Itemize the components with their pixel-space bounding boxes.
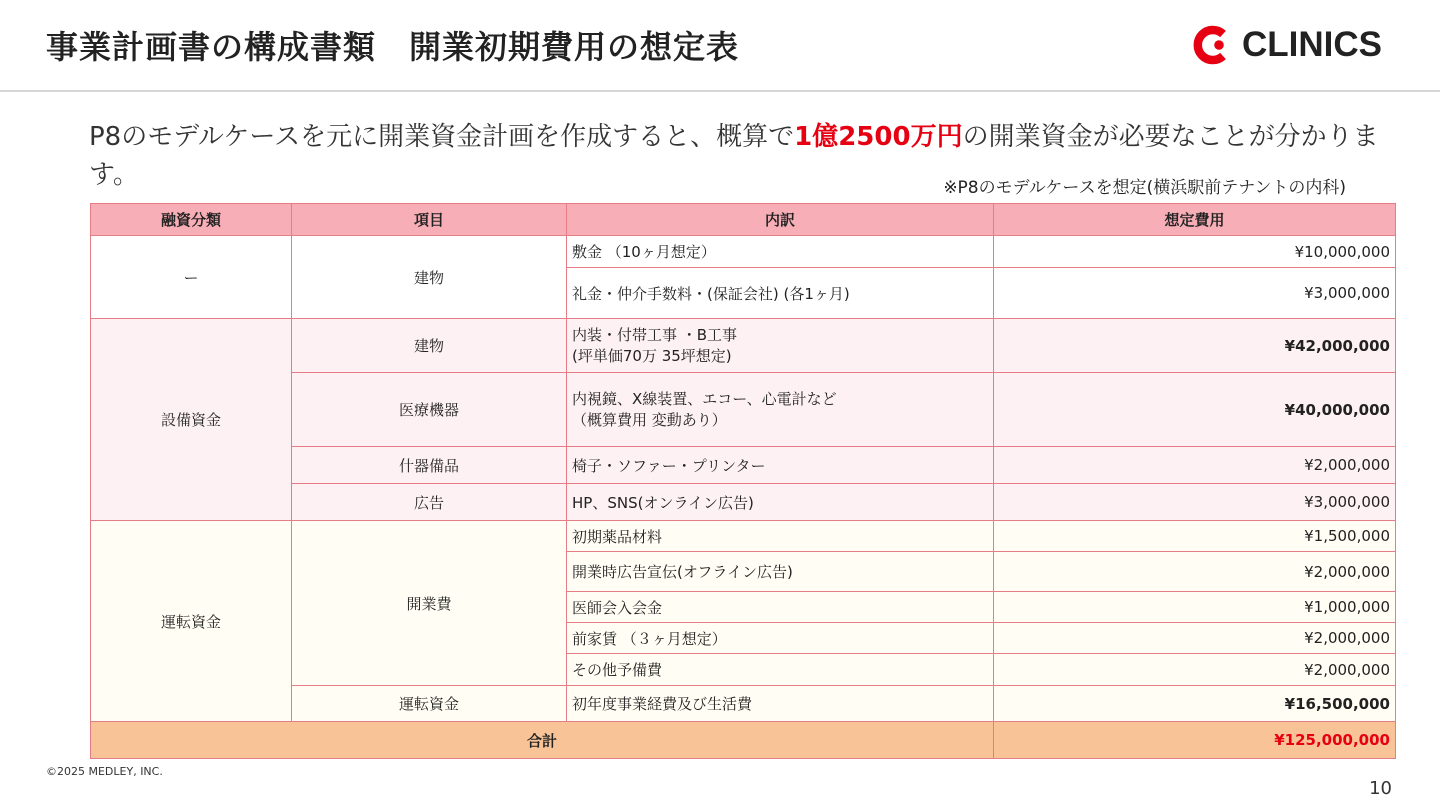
item-cell: 医療機器	[292, 373, 567, 447]
item-cell: 開業費	[292, 521, 567, 686]
item-cell: 建物	[292, 236, 567, 319]
detail-cell: 敷金 （10ヶ月想定）	[567, 236, 994, 268]
total-cost: ¥125,000,000	[994, 722, 1396, 759]
copyright: ©2025 MEDLEY, INC.	[46, 765, 163, 778]
item-cell: 運転資金	[292, 686, 567, 722]
category-cell: 運転資金	[91, 521, 292, 722]
cost-cell: ¥1,000,000	[994, 592, 1396, 623]
page-number: 10	[1369, 778, 1392, 799]
table-row	[91, 319, 1396, 373]
total-label: 合計	[91, 722, 994, 759]
lead-text-before: P8のモデルケースを元に開業資金計画を作成すると、概算で	[89, 122, 795, 152]
detail-line: 内視鏡、X線装置、エコー、心電計など	[572, 389, 837, 408]
cost-cell: ¥16,500,000	[994, 686, 1396, 722]
cost-cell: ¥2,000,000	[994, 552, 1396, 592]
detail-cell: 初期薬品材料	[567, 521, 994, 552]
header-cost: 想定費用	[994, 204, 1396, 236]
cost-cell: ¥3,000,000	[994, 268, 1396, 319]
item-cell: 建物	[292, 319, 567, 373]
lead-highlight-amount: 1億2500万円	[794, 122, 963, 152]
table-row	[91, 236, 1396, 268]
header-detail: 内訳	[567, 204, 994, 236]
detail-cell	[567, 319, 994, 373]
detail-cell: 前家賃 （３ヶ月想定）	[567, 623, 994, 654]
header-divider	[0, 90, 1440, 92]
cost-cell: ¥2,000,000	[994, 447, 1396, 484]
category-cell: ー	[91, 236, 292, 319]
detail-cell: 初年度事業経費及び生活費	[567, 686, 994, 722]
detail-cell: 医師会入会金	[567, 592, 994, 623]
cost-cell: ¥2,000,000	[994, 654, 1396, 686]
cost-cell: ¥2,000,000	[994, 623, 1396, 654]
clinics-logo-icon	[1192, 25, 1232, 65]
cost-cell: ¥3,000,000	[994, 484, 1396, 521]
detail-cell: 礼金・仲介手数料・(保証会社) (各1ヶ月)	[567, 268, 994, 319]
header-item: 項目	[292, 204, 567, 236]
table-row	[91, 521, 1396, 552]
cost-cell: ¥42,000,000	[994, 319, 1396, 373]
item-cell: 広告	[292, 484, 567, 521]
detail-line: （概算費用 変動あり）	[572, 410, 727, 429]
cost-cell: ¥40,000,000	[994, 373, 1396, 447]
page-title: 事業計画書の構成書類 開業初期費用の想定表	[46, 28, 740, 66]
assumption-note: ※P8のモデルケースを想定(横浜駅前テナントの内科)	[943, 178, 1346, 198]
detail-cell: 開業時広告宣伝(オフライン広告)	[567, 552, 994, 592]
cost-cell: ¥10,000,000	[994, 236, 1396, 268]
cost-table	[90, 203, 1396, 759]
category-cell: 設備資金	[91, 319, 292, 521]
table-header-row	[91, 204, 1396, 236]
total-row	[91, 722, 1396, 759]
cost-cell: ¥1,500,000	[994, 521, 1396, 552]
logo-text: CLINICS	[1242, 25, 1382, 64]
detail-line: (坪単価70万 35坪想定)	[572, 346, 732, 365]
detail-cell: HP、SNS(オンライン広告)	[567, 484, 994, 521]
detail-cell: その他予備費	[567, 654, 994, 686]
header-category: 融資分類	[91, 204, 292, 236]
lead-text-after: の開業資金が必要なことが分かります。	[89, 122, 1379, 190]
clinics-logo	[1192, 24, 1382, 66]
detail-line: 内装・付帯工事 ・B工事	[572, 325, 738, 344]
detail-cell	[567, 373, 994, 447]
detail-cell: 椅子・ソファー・プリンター	[567, 447, 994, 484]
item-cell: 什器備品	[292, 447, 567, 484]
